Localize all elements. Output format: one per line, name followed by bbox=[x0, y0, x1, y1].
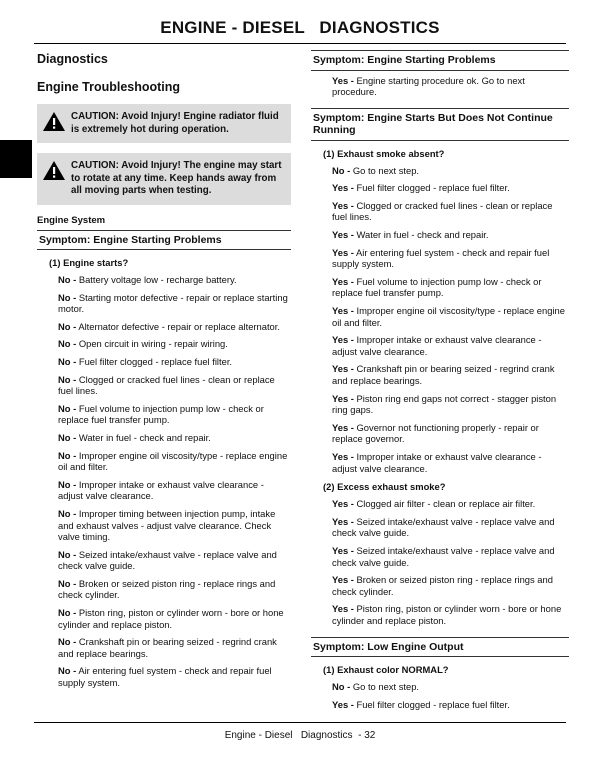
list-item: Yes - Piston ring, piston or cylinder worn - bore or hone cylinder and replace piston. bbox=[332, 603, 562, 626]
list-item: Yes - Crankshaft pin or bearing seized - regrind crank and replace bearings. bbox=[332, 363, 555, 386]
list-item: Yes - Engine starting procedure ok. Go to next procedure. bbox=[332, 74, 525, 98]
list-item: No - Open circuit in wiring - repair wiring. bbox=[58, 338, 228, 350]
list-item: No - Improper engine oil viscosity/type - replace engine oil and filter. bbox=[58, 449, 288, 473]
list-item: No - Battery voltage low - recharge battery. bbox=[58, 274, 237, 285]
list-item: Yes - Improper intake or exhaust valve clearance - adjust valve clearance. bbox=[332, 450, 542, 474]
question-engine-starts: (1) Engine starts? bbox=[49, 257, 129, 268]
list-item: No - Seized intake/exhaust valve - replace valve and check valve guide. bbox=[58, 548, 277, 572]
list-item: No - Air entering fuel system - check and repair fuel supply system. bbox=[58, 665, 272, 689]
right-column bbox=[311, 50, 569, 716]
caution-box-rotation bbox=[37, 153, 291, 205]
list-item: Yes - Fuel volume to injection pump low - check or replace fuel transfer pump. bbox=[332, 275, 542, 299]
left-column bbox=[37, 50, 291, 695]
list-item: Yes - Seized intake/exhaust valve - replace valve and check valve guide. bbox=[332, 515, 555, 539]
heading-diagnostics: Diagnostics bbox=[37, 52, 108, 66]
list-item: Yes - Water in fuel - check and repair. bbox=[332, 229, 489, 241]
page-title: ENGINE - DIESEL DIAGNOSTICS bbox=[160, 18, 440, 37]
question-excess-exhaust-smoke: (2) Excess exhaust smoke? bbox=[323, 481, 446, 493]
caution-text-rotation: CAUTION: Avoid Injury! The engine may start to rotate at any time. Keep hands away from all moving parts when testing. bbox=[71, 160, 282, 196]
list-item: No - Go to next step. bbox=[332, 164, 420, 176]
symptom-heading: Symptom: Low Engine Output bbox=[311, 637, 569, 658]
title-rule bbox=[34, 43, 566, 44]
list-item: Yes - Broken or seized piston ring - replace rings and check cylinder. bbox=[332, 574, 553, 597]
list-item: No - Fuel volume to injection pump low - check or replace fuel transfer pump. bbox=[58, 402, 264, 426]
question-exhaust-smoke-absent: (1) Exhaust smoke absent? bbox=[323, 147, 445, 159]
heading-engine-troubleshooting: Engine Troubleshooting bbox=[37, 80, 181, 94]
list-item: No - Starting motor defective - repair or replace starting motor. bbox=[58, 291, 288, 315]
list-item: No - Improper timing between injection pump, intake and exhaust valves - adjust valve clearance. Check valve timing. bbox=[58, 507, 276, 543]
list-item: Yes - Governor not functioning properly - repair or replace governor. bbox=[332, 421, 539, 445]
list-item: No - Clogged or cracked fuel lines - clean or replace fuel lines. bbox=[58, 373, 275, 397]
list-item: No - Broken or seized piston ring - replace rings and check cylinder. bbox=[58, 577, 276, 601]
page-footer: Engine - Diesel Diagnostics - 32 bbox=[224, 730, 376, 741]
list-item: Yes - Clogged or cracked fuel lines - clean or replace fuel lines. bbox=[332, 199, 553, 223]
warning-triangle-icon bbox=[43, 112, 65, 136]
section-label-engine-system: Engine System bbox=[37, 215, 291, 231]
warning-triangle-icon bbox=[43, 161, 65, 185]
list-item: Yes - Improper engine oil viscosity/type - replace engine oil and filter. bbox=[332, 305, 565, 328]
list-item: No - Fuel filter clogged - replace fuel filter. bbox=[58, 355, 233, 367]
list-item: Yes - Clogged air filter - clean or replace air filter. bbox=[332, 498, 536, 510]
footer-rule bbox=[34, 722, 566, 723]
list-item: No - Alternator defective - repair or replace alternator. bbox=[58, 320, 280, 332]
section-tab-marker bbox=[0, 140, 32, 178]
symptom-heading: Symptom: Engine Starting Problems bbox=[311, 51, 569, 71]
question-exhaust-color-normal: (1) Exhaust color NORMAL? bbox=[323, 664, 449, 675]
symptom-heading: Symptom: Engine Starting Problems bbox=[37, 231, 291, 251]
list-item: Yes - Air entering fuel system - check and repair fuel supply system. bbox=[332, 246, 550, 270]
list-item: No - Crankshaft pin or bearing seized - regrind crank and replace bearings. bbox=[58, 636, 277, 659]
list-item: Yes - Improper intake or exhaust valve clearance - adjust valve clearance. bbox=[332, 334, 542, 357]
list-item: No - Piston ring, piston or cylinder worn - bore or hone cylinder and replace piston. bbox=[58, 607, 284, 630]
list-item: Yes - Seized intake/exhaust valve - replace valve and check valve guide. bbox=[332, 544, 555, 568]
list-item: Yes - Fuel filter clogged - replace fuel filter. bbox=[332, 698, 510, 710]
caution-text-radiator: CAUTION: Avoid Injury! Engine radiator fluid is extremely hot during operation. bbox=[71, 111, 279, 135]
symptom-heading: Symptom: Engine Starts But Does Not Continue Running bbox=[311, 108, 569, 141]
list-item: Yes - Piston ring end gaps not correct - stagger piston ring gaps. bbox=[332, 392, 557, 416]
list-item: No - Go to next step. bbox=[332, 681, 420, 692]
caution-box-radiator bbox=[37, 104, 291, 143]
list-item: No - Improper intake or exhaust valve clearance - adjust valve clearance. bbox=[58, 478, 264, 502]
list-item: No - Water in fuel - check and repair. bbox=[58, 431, 211, 443]
list-item: Yes - Fuel filter clogged - replace fuel filter. bbox=[332, 182, 510, 194]
